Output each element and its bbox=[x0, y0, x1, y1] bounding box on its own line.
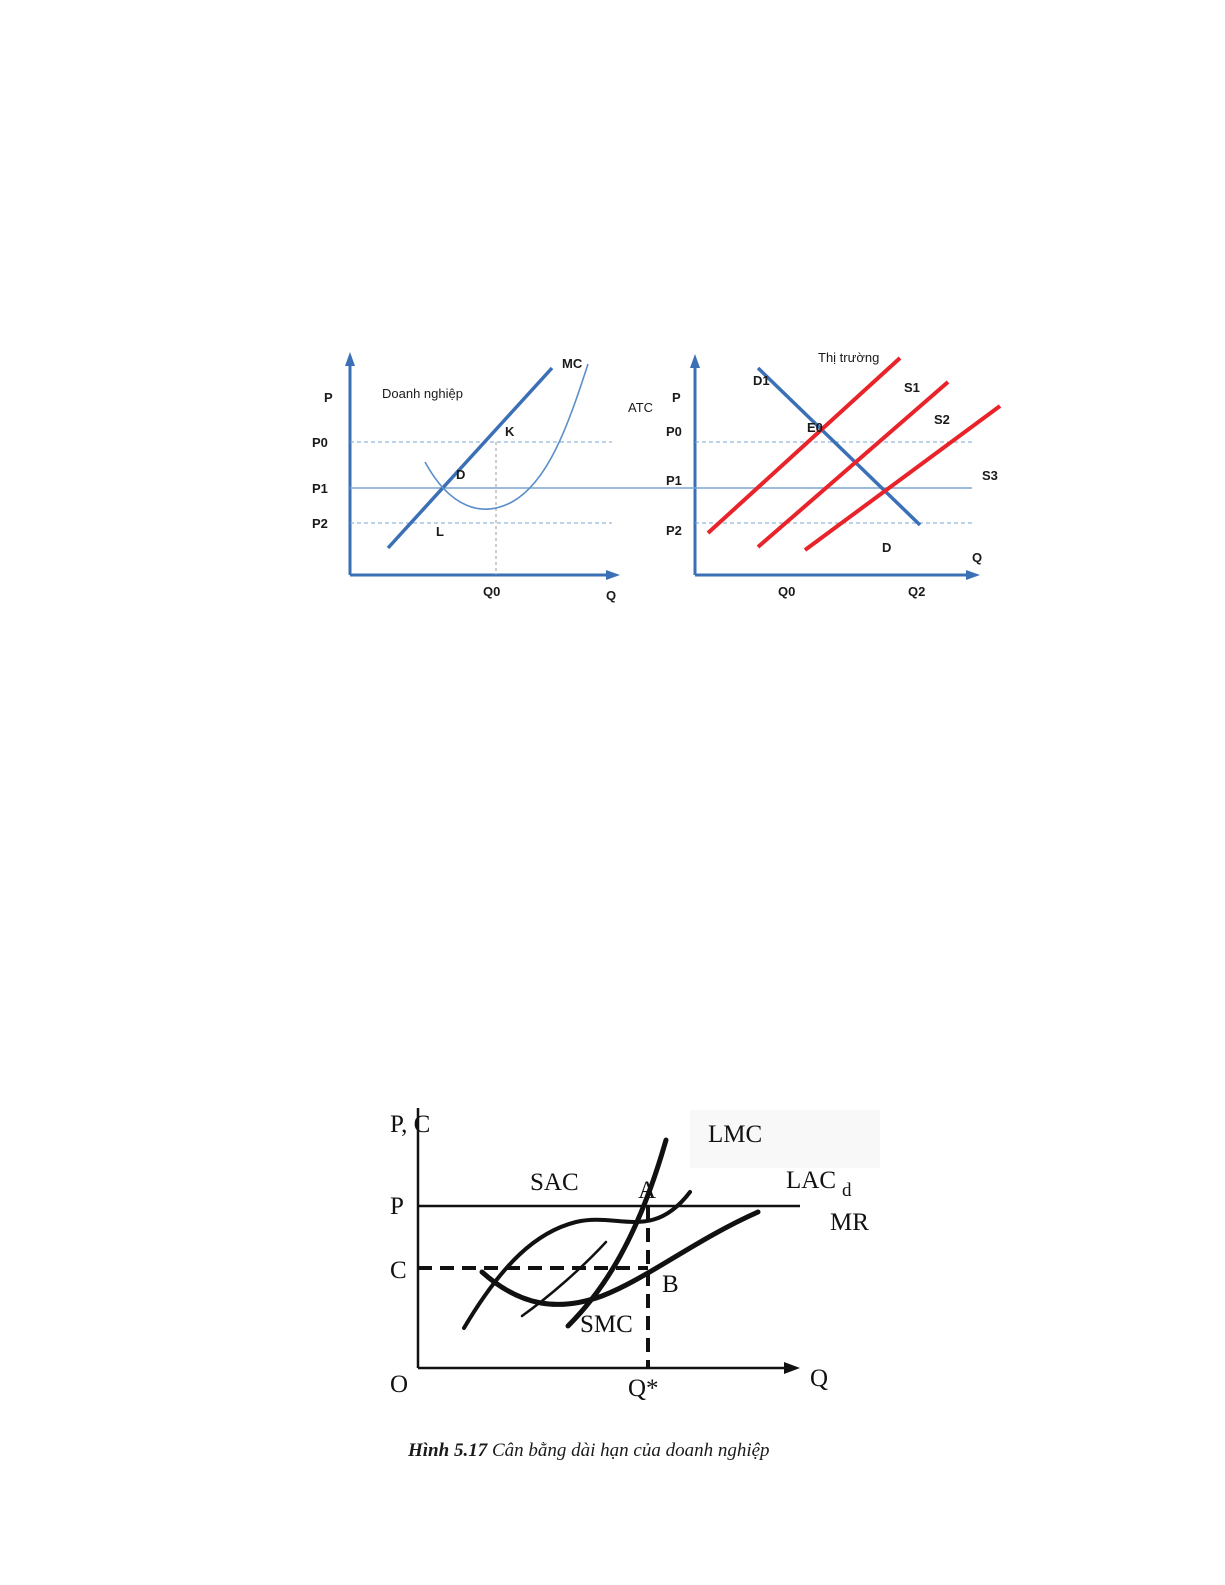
label-s1: S1 bbox=[904, 380, 920, 395]
left-tick-q0: Q0 bbox=[483, 584, 501, 599]
tick-cost-c: C bbox=[390, 1257, 407, 1284]
label-e0: E0 bbox=[807, 420, 823, 435]
curve-sac bbox=[464, 1192, 690, 1328]
figure-caption-text: Cân bằng dài hạn của doanh nghiệp bbox=[487, 1440, 770, 1461]
right-axis-x-label: Q bbox=[972, 550, 983, 565]
label-s2: S2 bbox=[934, 412, 950, 427]
right-tick-p2: P2 bbox=[666, 523, 682, 538]
left-panel-firm bbox=[312, 352, 653, 603]
label-mc: MC bbox=[562, 356, 583, 371]
label-lmc: LMC bbox=[708, 1121, 763, 1148]
label-d-demand: d bbox=[842, 1180, 852, 1201]
axis-origin-label: O bbox=[390, 1371, 409, 1398]
right-panel-title: Thị trường bbox=[818, 350, 880, 365]
right-tick-p1: P1 bbox=[666, 473, 682, 488]
left-y-axis-arrow bbox=[345, 352, 355, 366]
left-tick-p2: P2 bbox=[312, 516, 328, 531]
figure-bottom bbox=[390, 1100, 910, 1430]
label-atc: ATC bbox=[628, 400, 654, 415]
bottom-axis-x-label: Q bbox=[810, 1365, 829, 1392]
right-panel-market bbox=[620, 350, 1000, 599]
tick-qstar: Q* bbox=[628, 1375, 659, 1402]
right-tick-q2: Q2 bbox=[908, 584, 926, 599]
bottom-axis-y-label: P, C bbox=[390, 1111, 431, 1138]
right-x-axis-arrow bbox=[966, 570, 980, 580]
label-d1: D1 bbox=[753, 373, 770, 388]
tick-price-p: P bbox=[390, 1193, 404, 1220]
bottom-x-axis-arrow bbox=[784, 1362, 800, 1374]
label-s3: S3 bbox=[982, 468, 998, 483]
right-axis-y-label: P bbox=[672, 390, 681, 405]
point-k: K bbox=[505, 424, 515, 439]
left-axis-x-label: Q bbox=[606, 588, 617, 603]
point-d-right: D bbox=[882, 540, 892, 555]
right-tick-q0: Q0 bbox=[778, 584, 796, 599]
label-mr: MR bbox=[830, 1209, 869, 1236]
figure-caption-number: Hình 5.17 bbox=[408, 1440, 488, 1461]
right-tick-p0: P0 bbox=[666, 424, 682, 439]
figure-caption bbox=[408, 1440, 1108, 1462]
point-b: B bbox=[662, 1271, 679, 1298]
left-x-axis-arrow bbox=[606, 570, 620, 580]
label-lac: LAC bbox=[786, 1167, 836, 1194]
label-sac: SAC bbox=[530, 1169, 579, 1196]
left-panel-title: Doanh nghiệp bbox=[382, 386, 463, 401]
label-smc: SMC bbox=[580, 1311, 633, 1338]
left-axis-y-label: P bbox=[324, 390, 333, 405]
curve-d1 bbox=[758, 368, 920, 525]
point-l: L bbox=[436, 524, 444, 539]
left-tick-p1: P1 bbox=[312, 481, 328, 496]
curve-lmc bbox=[568, 1140, 666, 1326]
left-tick-p0: P0 bbox=[312, 435, 328, 450]
point-a: A bbox=[638, 1177, 657, 1204]
right-y-axis-arrow bbox=[690, 354, 700, 368]
point-d-left: D bbox=[456, 467, 466, 482]
curve-s3 bbox=[805, 406, 1000, 550]
figure-top bbox=[300, 340, 1060, 620]
